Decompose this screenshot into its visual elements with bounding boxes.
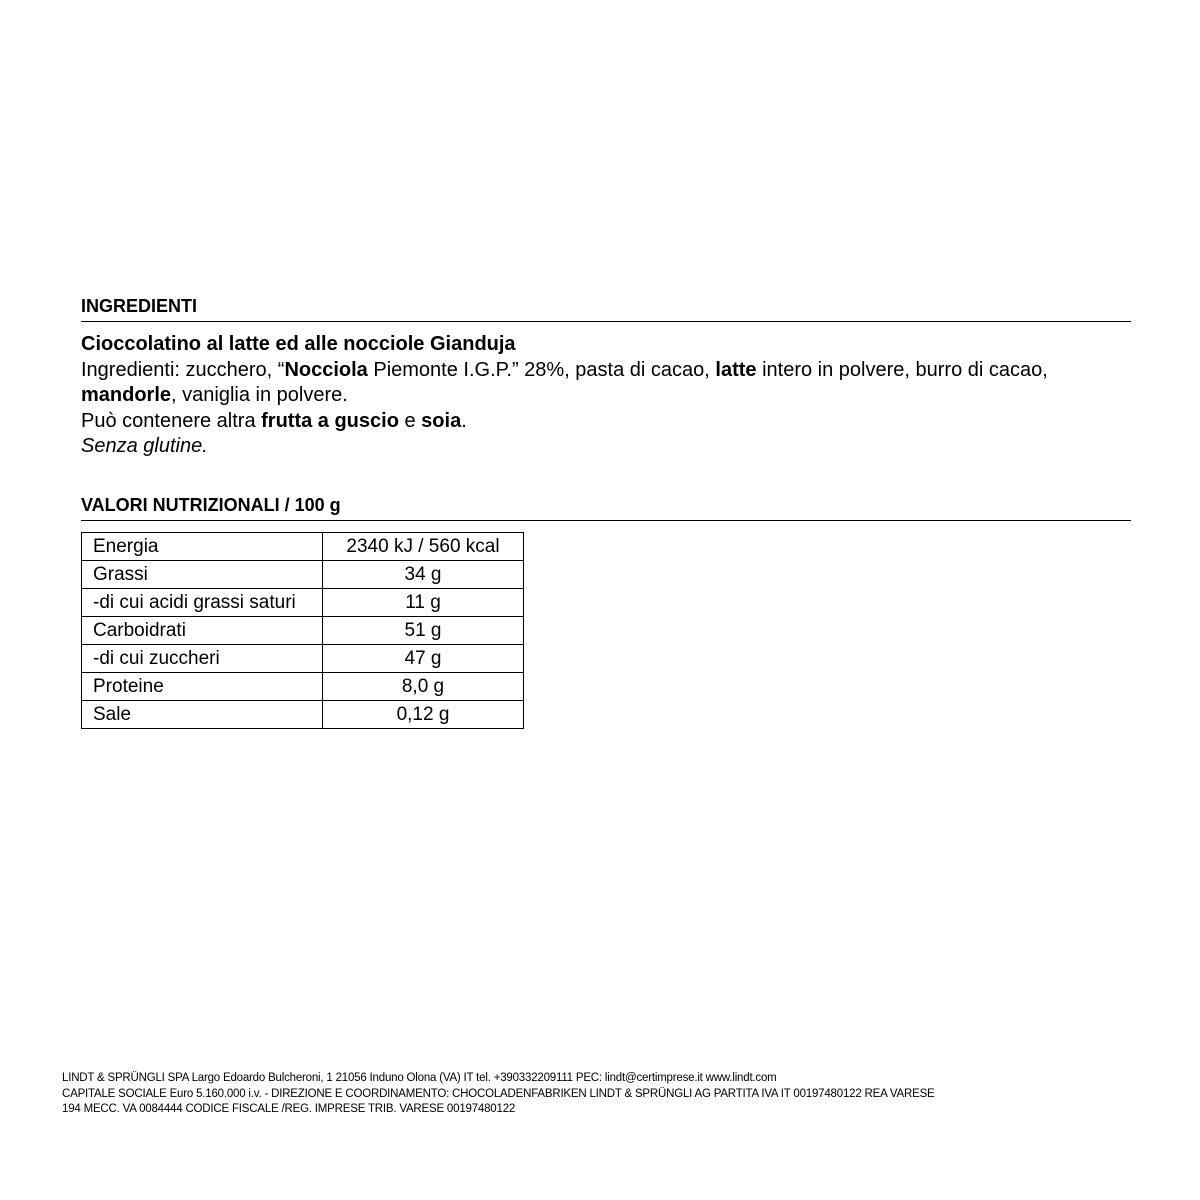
nutrient-value: 34 g <box>323 561 524 589</box>
nutrient-label: -di cui zuccheri <box>82 645 323 673</box>
table-row <box>82 701 524 729</box>
company-footer <box>62 1071 1162 1118</box>
table-row <box>82 561 524 589</box>
allergen-soia: soia <box>421 409 462 432</box>
gluten-free-note: Senza glutine. <box>81 435 208 457</box>
nutrient-value: 8,0 g <box>323 673 524 701</box>
nutrient-label: -di cui acidi grassi saturi <box>82 589 323 617</box>
table-row <box>82 533 524 561</box>
nutrition-table <box>81 532 524 729</box>
ingredients-heading: INGREDIENTI <box>81 296 1131 322</box>
table-row <box>82 645 524 673</box>
table-row <box>82 617 524 645</box>
nutrient-label: Grassi <box>82 561 323 589</box>
allergen-nocciola: Nocciola <box>284 358 368 381</box>
footer-line: 194 MECC. VA 0084444 CODICE FISCALE /REG. IMPRESE TRIB. VARESE 00197480122 <box>62 1103 516 1115</box>
allergen-mandorle: mandorle <box>81 384 172 406</box>
nutrient-label: Sale <box>82 701 323 729</box>
nutrient-value: 47 g <box>323 645 524 673</box>
product-name: Cioccolatino al latte ed alle nocciole Gianduja <box>81 333 516 355</box>
table-row <box>82 673 524 701</box>
allergen-frutta-guscio: frutta a guscio <box>261 409 399 432</box>
nutrient-label: Energia <box>82 533 323 561</box>
allergen-latte: latte <box>715 358 757 381</box>
nutrition-heading: VALORI NUTRIZIONALI / 100 g <box>81 495 1131 521</box>
footer-line: LINDT & SPRÜNGLI SPA Largo Edoardo Bulcheroni, 1 21056 Induno Olona (VA) IT tel. +390332209111 PEC: lindt@certimprese.it www.lindt.com <box>62 1072 777 1084</box>
table-row <box>82 589 524 617</box>
ingredients-list: Ingredienti: zucchero, “Nocciola Piemonte I.G.P.” 28%, pasta di cacao, latte intero in polvere, burro di cacao, mandorle, vaniglia in polvere. <box>81 358 1048 406</box>
nutrient-label: Proteine <box>82 673 323 701</box>
ingredients-block <box>81 332 1091 460</box>
footer-line: CAPITALE SOCIALE Euro 5.160.000 i.v. - DIREZIONE E COORDINAMENTO: CHOCOLADENFABRIKEN LINDT & SPRÜNGLI AG PARTITA IVA IT 00197480122 REA VARESE <box>62 1087 935 1100</box>
nutrient-value: 11 g <box>323 589 524 617</box>
nutrient-value: 51 g <box>323 617 524 645</box>
nutrient-value: 2340 kJ / 560 kcal <box>323 533 524 561</box>
nutrient-value: 0,12 g <box>323 701 524 729</box>
may-contain-note: Può contenere altra frutta a guscio e soia. <box>81 409 467 432</box>
nutrient-label: Carboidrati <box>82 617 323 645</box>
